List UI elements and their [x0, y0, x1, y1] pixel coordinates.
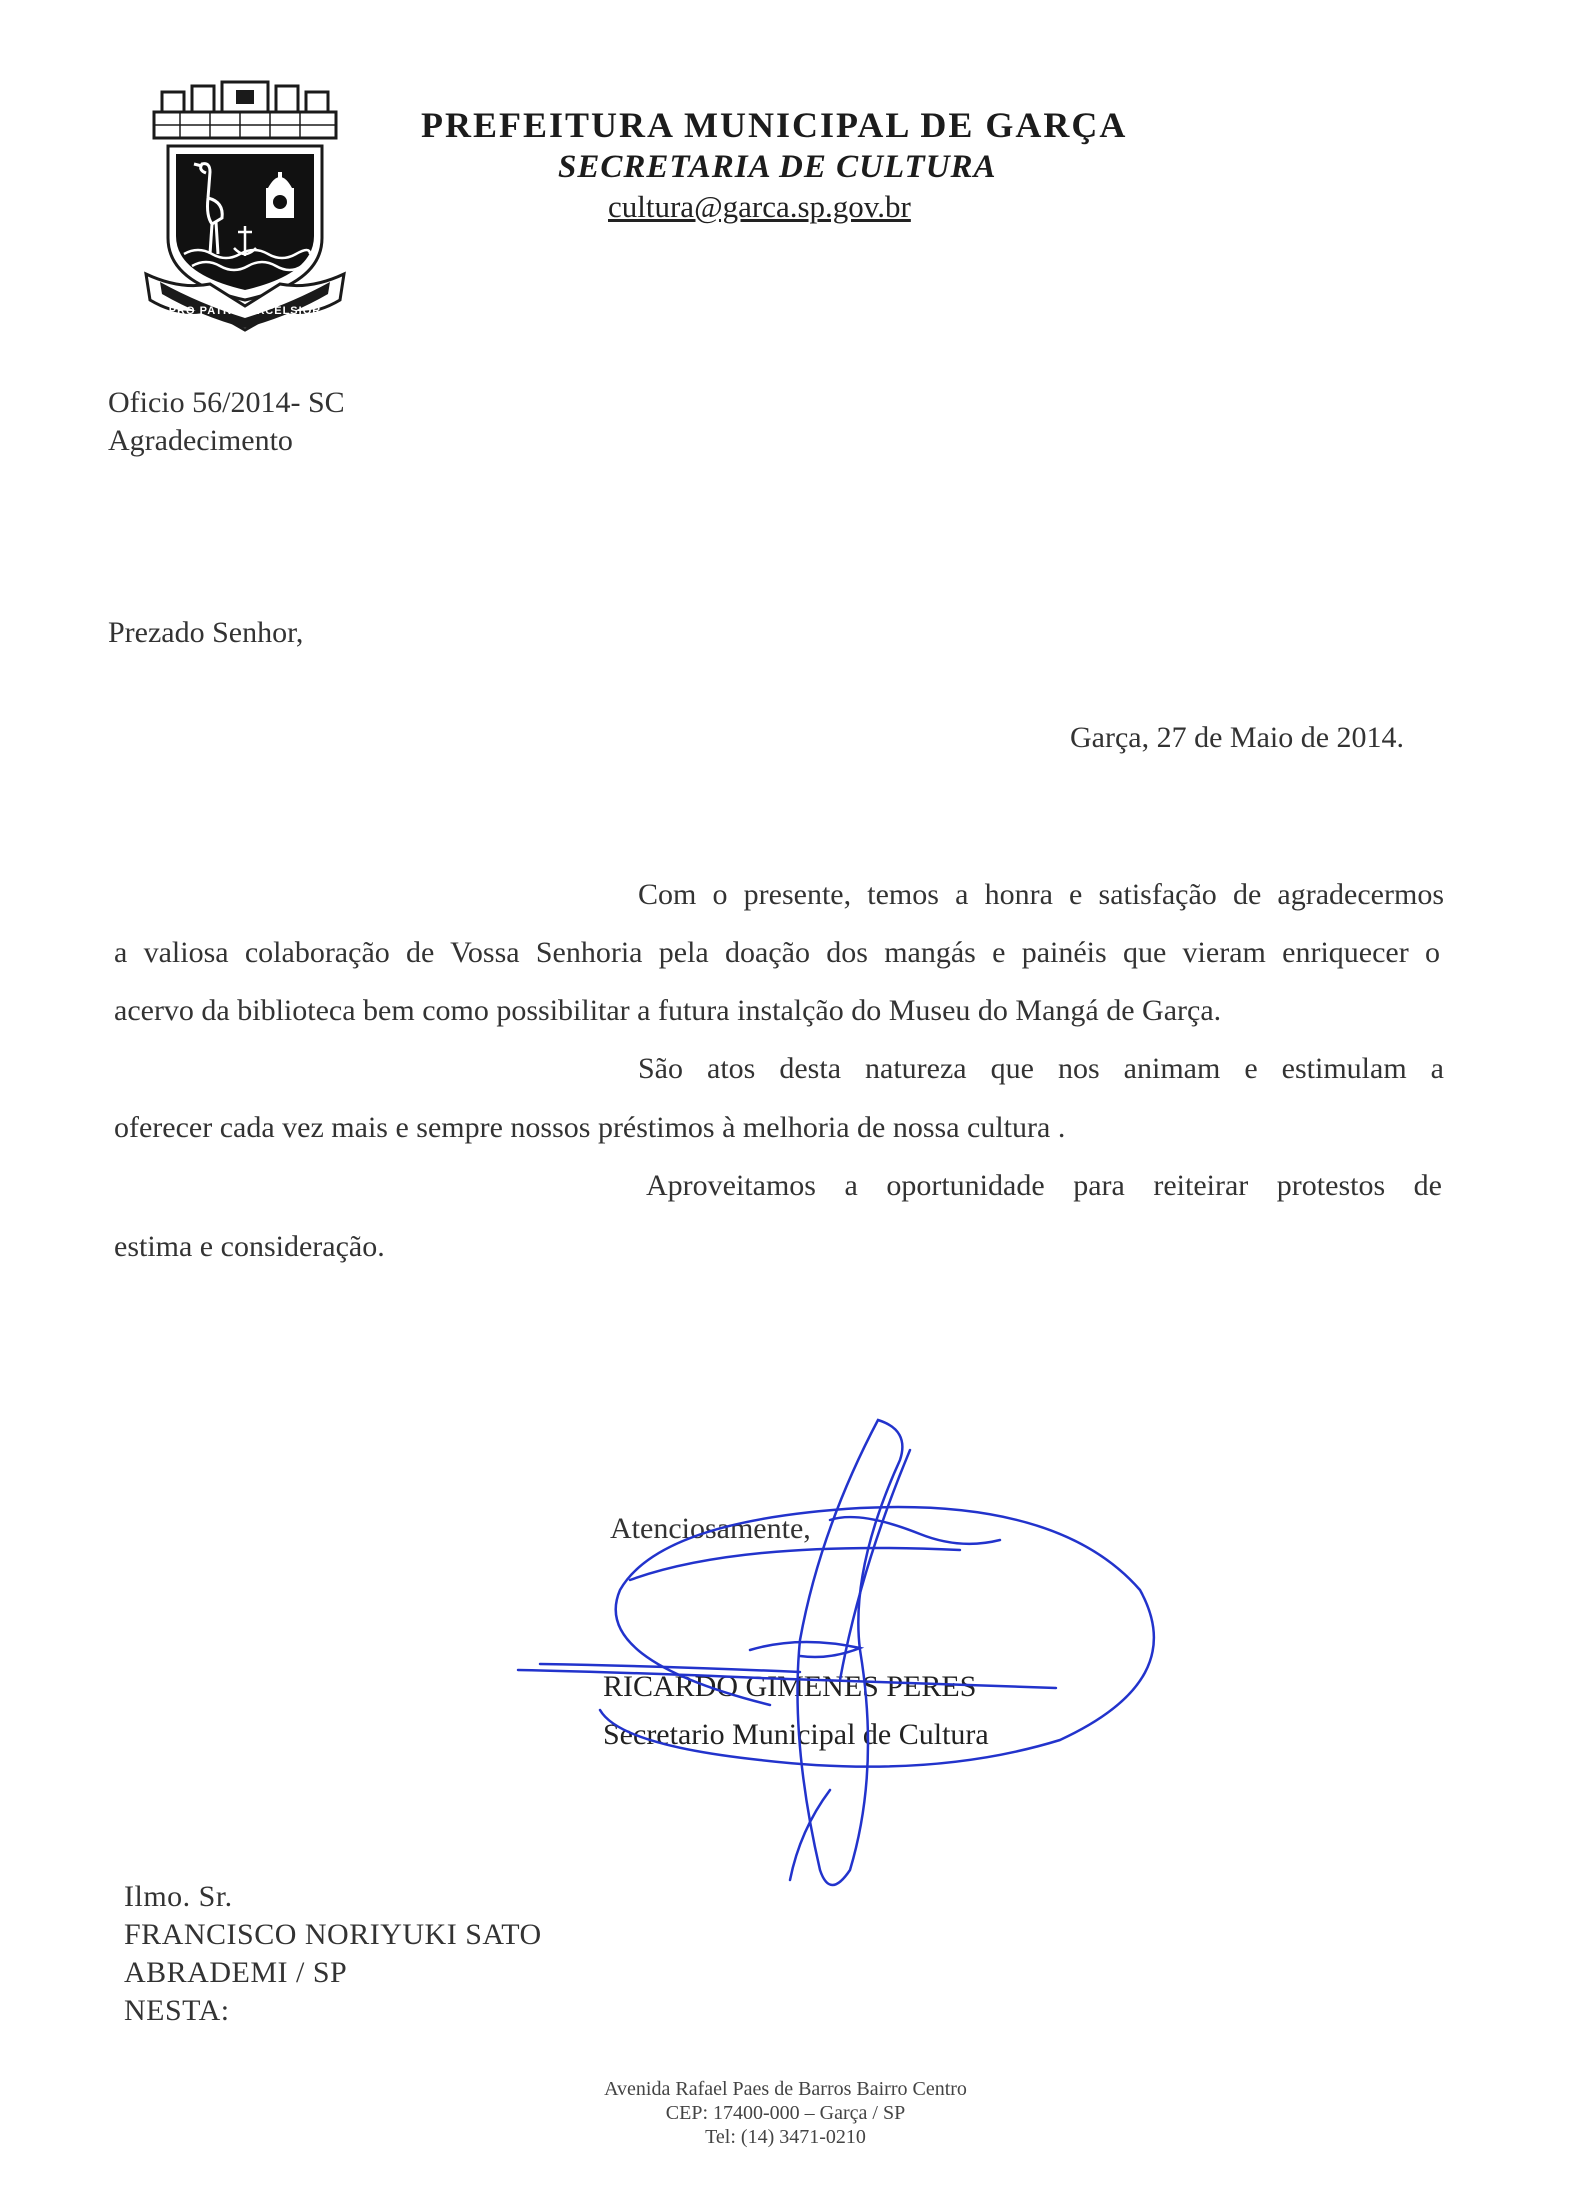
- municipal-crest-logo: [140, 78, 350, 340]
- letter-date: Garça, 27 de Maio de 2014.: [1070, 721, 1405, 754]
- footer-phone: Tel: (14) 3471-0210: [705, 2126, 866, 2148]
- footer-address: Avenida Rafael Paes de Barros Bairro Centro: [604, 2078, 967, 2100]
- recipient-organization: ABRADEMI / SP: [124, 1956, 348, 1989]
- recipient-name: FRANCISCO NORIYUKI SATO: [124, 1918, 542, 1951]
- body-line: oferecer cada vez mais e sempre nossos préstimos à melhoria de nossa cultura .: [114, 1111, 1066, 1144]
- body-line: Com o presente, temos a honra e satisfação de agradecermos: [638, 878, 1444, 911]
- signer-name: RICARDO GIMENES PERES: [603, 1670, 977, 1703]
- signer-role: Secretario Municipal de Cultura: [603, 1718, 989, 1751]
- recipient-location: NESTA:: [124, 1994, 230, 2027]
- body-line: acervo da biblioteca bem como possibilitar a futura instalção do Museu do Mangá de Garça.: [114, 994, 1222, 1027]
- recipient-salutation: Ilmo. Sr.: [124, 1880, 233, 1913]
- header-title: PREFEITURA MUNICIPAL DE GARÇA: [421, 105, 1128, 145]
- header-subtitle: SECRETARIA DE CULTURA: [558, 149, 997, 185]
- footer-cep: CEP: 17400-000 – Garça / SP: [665, 2102, 906, 2124]
- reference-subject: Agradecimento: [108, 424, 293, 457]
- crest-motto: PRO PATRIA EXCELSIOR: [168, 305, 322, 317]
- body-line: São atos desta natureza que nos animam e estimulam a: [638, 1052, 1444, 1085]
- handwritten-signature: [500, 1410, 1180, 1900]
- body-line: a valiosa colaboração de Vossa Senhoria pela doação dos mangás e painéis que vieram enriquecer o: [114, 936, 1440, 969]
- reference-number: Oficio 56/2014- SC: [108, 386, 345, 419]
- body-line: estima e consideração.: [114, 1230, 385, 1263]
- greeting: Prezado Senhor,: [108, 616, 304, 649]
- body-line: Aproveitamos a oportunidade para reiteirar protestos de: [646, 1169, 1442, 1202]
- header-email-link[interactable]: cultura@garca.sp.gov.br: [608, 189, 911, 224]
- closing: Atenciosamente,: [610, 1512, 811, 1545]
